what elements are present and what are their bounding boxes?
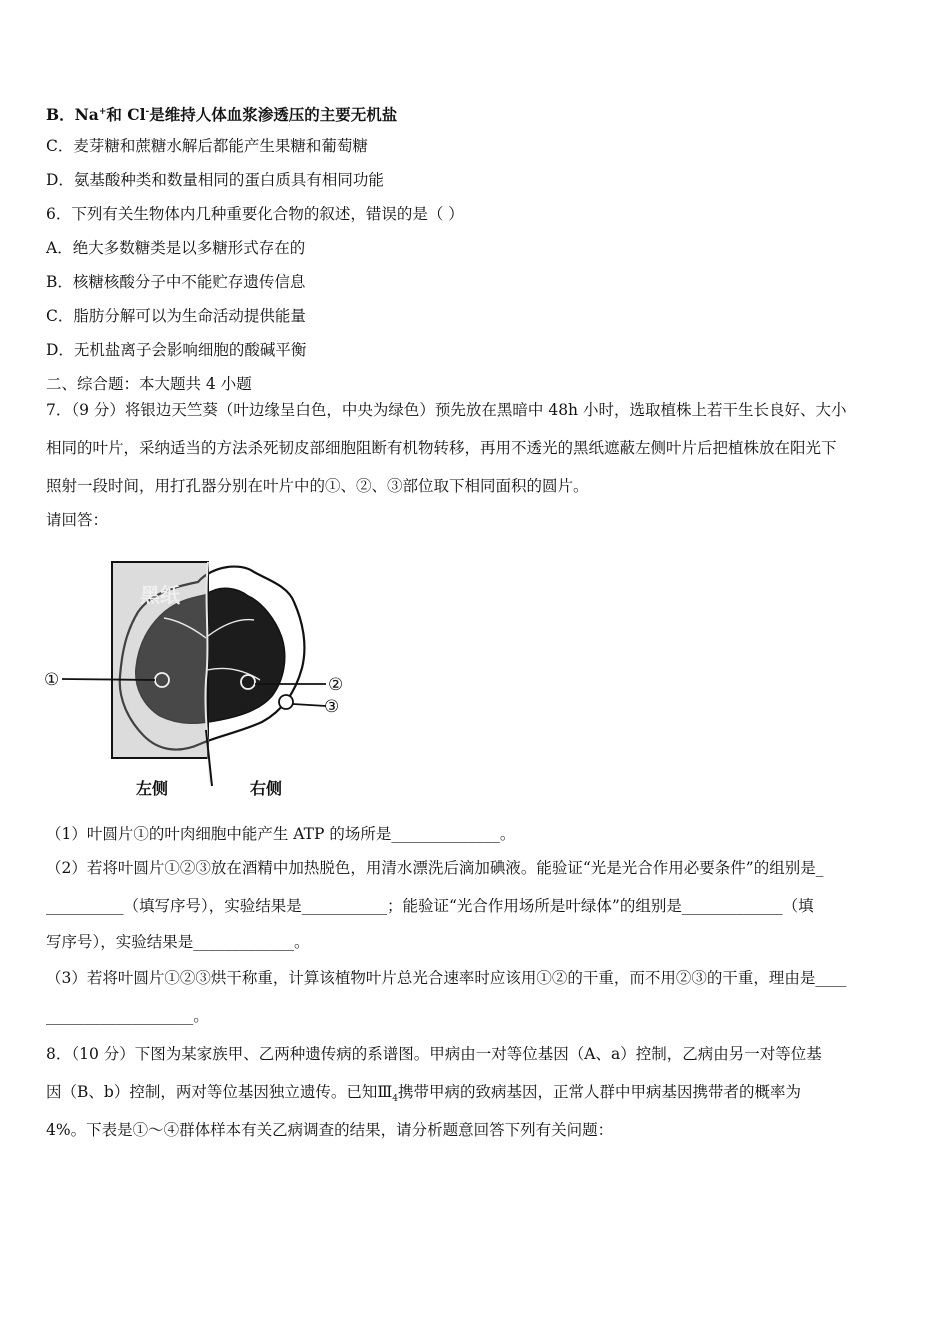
q6-option-b: B．核糖核酸分子中不能贮存遗传信息 bbox=[46, 273, 306, 291]
q6-option-a: A．绝大多数糖类是以多糖形式存在的 bbox=[46, 239, 306, 257]
q7-part2-line3: 写序号），实验结果是_____________。 bbox=[46, 933, 310, 951]
left-side-label: 左侧 bbox=[136, 779, 169, 798]
leader-line-3 bbox=[293, 704, 326, 706]
label-2: ② bbox=[328, 675, 344, 695]
q7-part1: （1）叶圆片①的叶肉细胞中能产生 ATP 的场所是______________。 bbox=[46, 825, 516, 843]
leaf-figure bbox=[40, 540, 370, 802]
q7-part3-line2: ___________________。 bbox=[46, 1007, 209, 1025]
q5-option-d: D．氨基酸种类和数量相同的蛋白质具有相同功能 bbox=[46, 171, 384, 189]
q8-stem-line2 bbox=[46, 1082, 904, 1109]
q5-option-b-part3: 是维持人体血浆渗透压的主要无机盐 bbox=[149, 105, 398, 125]
q8-stem-line2-part1: 因（B、b）控制，两对等位基因独立遗传。已知Ⅲ bbox=[46, 1083, 393, 1101]
label-3: ③ bbox=[324, 697, 340, 717]
right-side-label: 右侧 bbox=[250, 779, 283, 798]
q8-stem-line2-sub: 4 bbox=[392, 1094, 398, 1105]
q5-option-c: C．麦芽糖和蔗糖水解后都能产生果糖和葡萄糖 bbox=[46, 137, 368, 155]
q7-stem-line3: 照射一段时间，用打孔器分别在叶片中的①、②、③部位取下相同面积的圆片。 bbox=[46, 477, 589, 495]
q7-part2-line1: （2）若将叶圆片①②③放在酒精中加热脱色，用清水漂洗后滴加碘液。能验证“光是光合作用必要条件”的组别是_ bbox=[46, 859, 824, 877]
q7-stem-line2: 相同的叶片，采纳适当的方法杀死韧皮部细胞阻断有机物转移，再用不透光的黑纸遮蔽左侧叶片后把植株放在阳光下 bbox=[46, 439, 837, 457]
q7-part2-line2: __________（填写序号），实验结果是___________；能验证“光合作用场所是叶绿体”的组别是_____________（填 bbox=[46, 897, 814, 915]
q8-stem-line3: 4%。下表是①～④群体样本有关乙病调查的结果，请分析题意回答下列有关问题： bbox=[46, 1121, 614, 1139]
q5-option-b-sup1: + bbox=[98, 107, 107, 117]
section-heading: 二、综合题：本大题共 4 小题 bbox=[46, 375, 252, 393]
q5-option-b-part2: 和 Cl bbox=[106, 105, 146, 125]
q6-option-d: D．无机盐离子会影响细胞的酸碱平衡 bbox=[46, 341, 307, 359]
q6-stem: 6．下列有关生物体内几种重要化合物的叙述，错误的是（ ） bbox=[46, 205, 464, 223]
q5-option-b-part1: B．Na bbox=[46, 105, 99, 125]
q8-stem-line1: 8．（10 分）下图为某家族甲、乙两种遗传病的系谱图。甲病由一对等位基因（A、a）控制，乙病由另一对等位基 bbox=[46, 1045, 822, 1063]
paper-label: 黑纸 bbox=[140, 583, 180, 607]
q7-stem-line1: 7．（9 分）将银边天竺葵（叶边缘呈白色，中央为绿色）预先放在黑暗中 48h 小时，选取植株上若干生长良好、大小 bbox=[46, 401, 847, 419]
q5-option-b bbox=[46, 102, 904, 125]
q8-stem-line2-part2: 携带甲病的致病基因，正常人群中甲病基因携带者的概率为 bbox=[398, 1083, 802, 1101]
q7-please-answer: 请回答： bbox=[46, 511, 109, 529]
q6-option-c: C．脂肪分解可以为生命活动提供能量 bbox=[46, 307, 306, 325]
label-1: ① bbox=[44, 670, 60, 690]
q7-part3-line1: （3）若将叶圆片①②③烘干称重，计算该植物叶片总光合速率时应该用①②的干重，而不用②③的干重，理由是____ bbox=[46, 969, 847, 987]
disc-3 bbox=[279, 695, 293, 709]
leaf-diagram bbox=[40, 540, 370, 802]
leader-line-1 bbox=[62, 679, 155, 680]
q5-option-b-sup2: - bbox=[145, 107, 150, 117]
